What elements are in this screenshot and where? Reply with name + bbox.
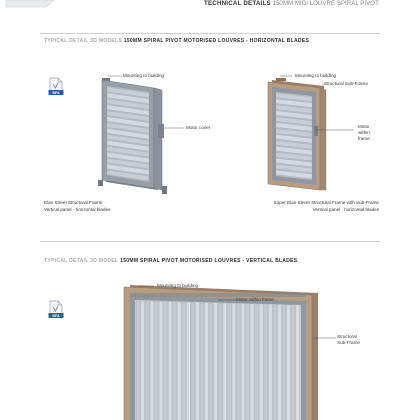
bfa-document-icon[interactable] — [48, 77, 64, 97]
bfa-icon-text: BFA — [52, 314, 60, 318]
section-divider — [40, 241, 380, 242]
caption-left-line2: Vertical panel - horizontal blades — [44, 207, 111, 212]
label-subframe-bottom — [337, 334, 360, 346]
label-subframe-line2: Sub-Frame — [337, 340, 360, 345]
label-subframe-right: Structural Sub-Frame — [324, 81, 368, 86]
page-title — [204, 0, 379, 7]
label-subframe-line1: Structural — [337, 334, 357, 339]
page-title-bold: TECHNICAL DETAILS — [204, 0, 271, 7]
label-mounting-bottom: Mounting to building — [157, 283, 199, 288]
bfa-document-icon[interactable] — [48, 300, 64, 320]
label-mounting-right: Mounting to building — [295, 73, 337, 78]
label-motor-line2: within — [358, 130, 370, 135]
section-title-horizontal — [44, 38, 309, 44]
section-title-prefix: TYPICAL DETAIL 3D MODELS — [44, 38, 123, 44]
section-title-main: 150MM SPIRAL PIVOT MOTORISED LOUVRES - HORIZONTAL BLADES — [123, 38, 310, 44]
header-corner-graphic — [6, 0, 54, 8]
label-mounting-left: Mounting to building — [123, 73, 165, 78]
label-motor-within-frame — [358, 124, 370, 142]
label-motor-cover: Motor cover — [186, 125, 211, 130]
caption-right-line1: Super Elan Street Structural Frame with Sub-Frame — [273, 200, 379, 205]
section-title-main: 150MM SPIRAL PIVOT MOTORISED LOUVRES - VERTICAL BLADES — [120, 258, 298, 264]
section-title-prefix: TYPICAL DETAIL 3D MODEL — [44, 258, 119, 264]
section-title-vertical — [44, 258, 297, 264]
label-motor-line1: Motor — [358, 124, 370, 129]
caption-right — [274, 199, 379, 213]
leader-lines-bottom — [118, 280, 358, 350]
caption-left — [44, 199, 110, 213]
caption-right-line2: Vertical panel - horizontal blades — [312, 207, 379, 212]
label-motor-within-frame-bottom: Motor within frame — [236, 297, 274, 302]
caption-left-line1: Elan Street Structural Frame — [44, 200, 103, 205]
page-title-light: 150MM MIDI LOUVRE SPIRAL PIVOT — [272, 0, 379, 7]
label-motor-line3: frame — [358, 136, 370, 141]
section-divider — [40, 33, 380, 34]
bfa-icon-text: BFA — [52, 91, 60, 95]
